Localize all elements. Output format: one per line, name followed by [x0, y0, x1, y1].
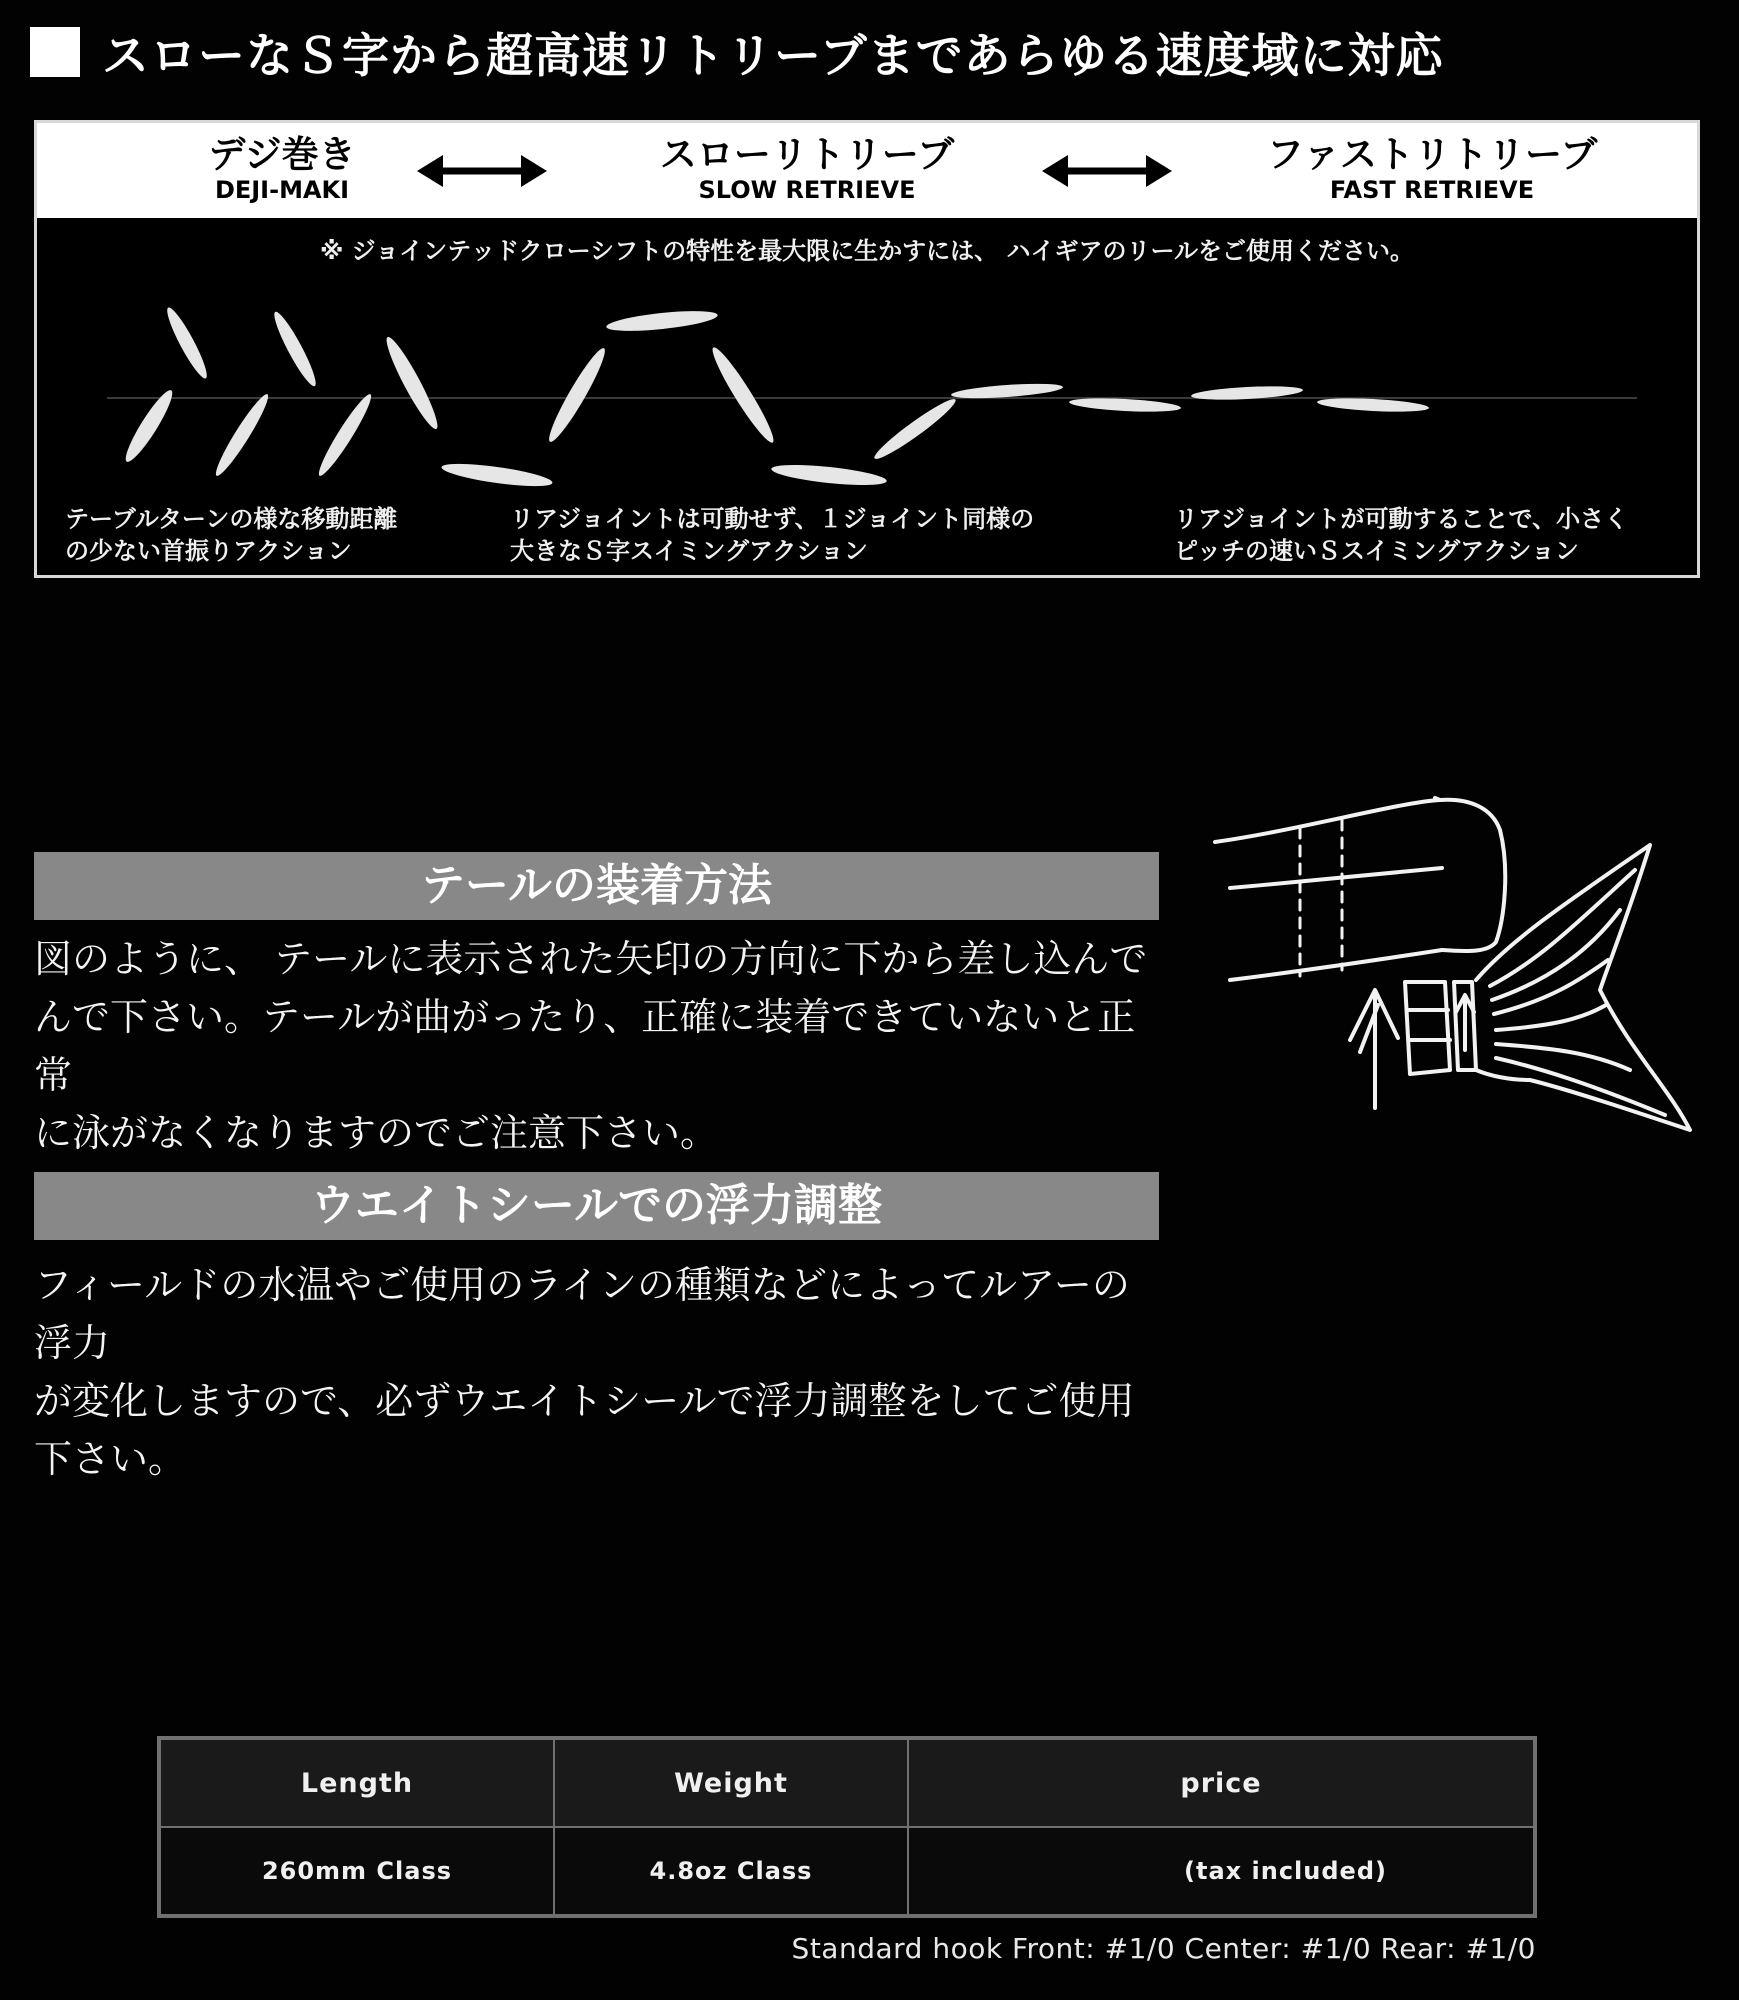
mode-label-jp: スローリトリーブ	[659, 133, 955, 176]
body-line: 下さい。	[34, 1437, 187, 1481]
price-header: price	[908, 1738, 1535, 1827]
description-line: ピッチの速いＳスイミングアクション	[1174, 537, 1579, 565]
length-header: Length	[159, 1738, 554, 1827]
action-description-slow	[510, 503, 1034, 567]
swimming-action-illustration	[77, 273, 1667, 493]
mode-label-en: DEJI-MAKI	[214, 176, 350, 204]
square-bullet-icon	[30, 27, 80, 77]
description-line: リアジョイントは可動せず、１ジョイント同様の	[510, 505, 1035, 533]
length-value: 260mm Class	[159, 1827, 554, 1916]
section-title: テールの装着方法	[420, 860, 773, 911]
spec-value-row	[159, 1827, 1535, 1916]
mode-label-jp: デジ巻き	[208, 133, 356, 176]
description-line: の少ない首振りアクション	[65, 537, 352, 565]
double-arrow-icon	[417, 151, 547, 191]
weight-value: 4.8oz Class	[554, 1827, 908, 1916]
description-line: 大きなＳ字スイミングアクション	[510, 537, 868, 565]
body-line: フィールドの水温やご使用のラインの種類などによってルアーの浮力	[34, 1263, 1130, 1365]
section-title-bar	[34, 1172, 1159, 1240]
mode-deji-maki	[157, 133, 407, 203]
retrieve-speed-diagram	[34, 120, 1700, 578]
spec-table	[157, 1736, 1537, 1918]
mode-slow-retrieve	[597, 133, 1017, 203]
standard-hook-info: Standard hook Front: #1/0 Center: #1/0 Rear: #1/0	[791, 1932, 1536, 1965]
headline	[30, 22, 1444, 82]
double-arrow-icon	[1042, 151, 1172, 191]
section-title-bar	[34, 852, 1159, 920]
body-line: 図のように、 テールに表示された矢印の方向に下から差し込んで	[34, 937, 1148, 981]
description-line: リアジョイントが可動することで、小さく	[1174, 505, 1629, 533]
weight-header: Weight	[554, 1738, 908, 1827]
reel-note: ※ ジョインテッドクローシフトの特性を最大限に生かすには、 ハイギアのリールをご使用ください。	[319, 237, 1415, 265]
mode-label-en: FAST RETRIEVE	[1329, 176, 1535, 204]
body-line: に泳がなくなりますのでご注意下さい。	[34, 1111, 719, 1155]
action-description-deji	[65, 503, 397, 567]
description-line: テーブルターンの様な移動距離	[65, 505, 398, 533]
tail-attachment-illustration	[1210, 790, 1700, 1170]
section-title: ウエイトシールでの浮力調整	[310, 1180, 883, 1231]
retrieve-mode-header	[37, 123, 1697, 218]
section-body-tail	[34, 930, 1164, 1162]
spec-header-row	[159, 1738, 1535, 1827]
headline-text: スローなＳ字から超高速リトリーブまであらゆる速度域に対応	[102, 28, 1444, 84]
body-line: が変化しますので、必ずウエイトシールで浮力調整をしてご使用	[34, 1379, 1135, 1423]
body-line: んで下さい。テールが曲がったり、正確に装着できていないと正常	[34, 995, 1136, 1097]
price-value: (tax included)	[908, 1827, 1535, 1916]
action-description-fast	[1174, 503, 1628, 567]
mode-label-jp: ファストリトリーブ	[1266, 133, 1598, 176]
section-body-weight	[34, 1256, 1164, 1488]
mode-fast-retrieve	[1207, 133, 1657, 203]
mode-label-en: SLOW RETRIEVE	[698, 176, 916, 204]
